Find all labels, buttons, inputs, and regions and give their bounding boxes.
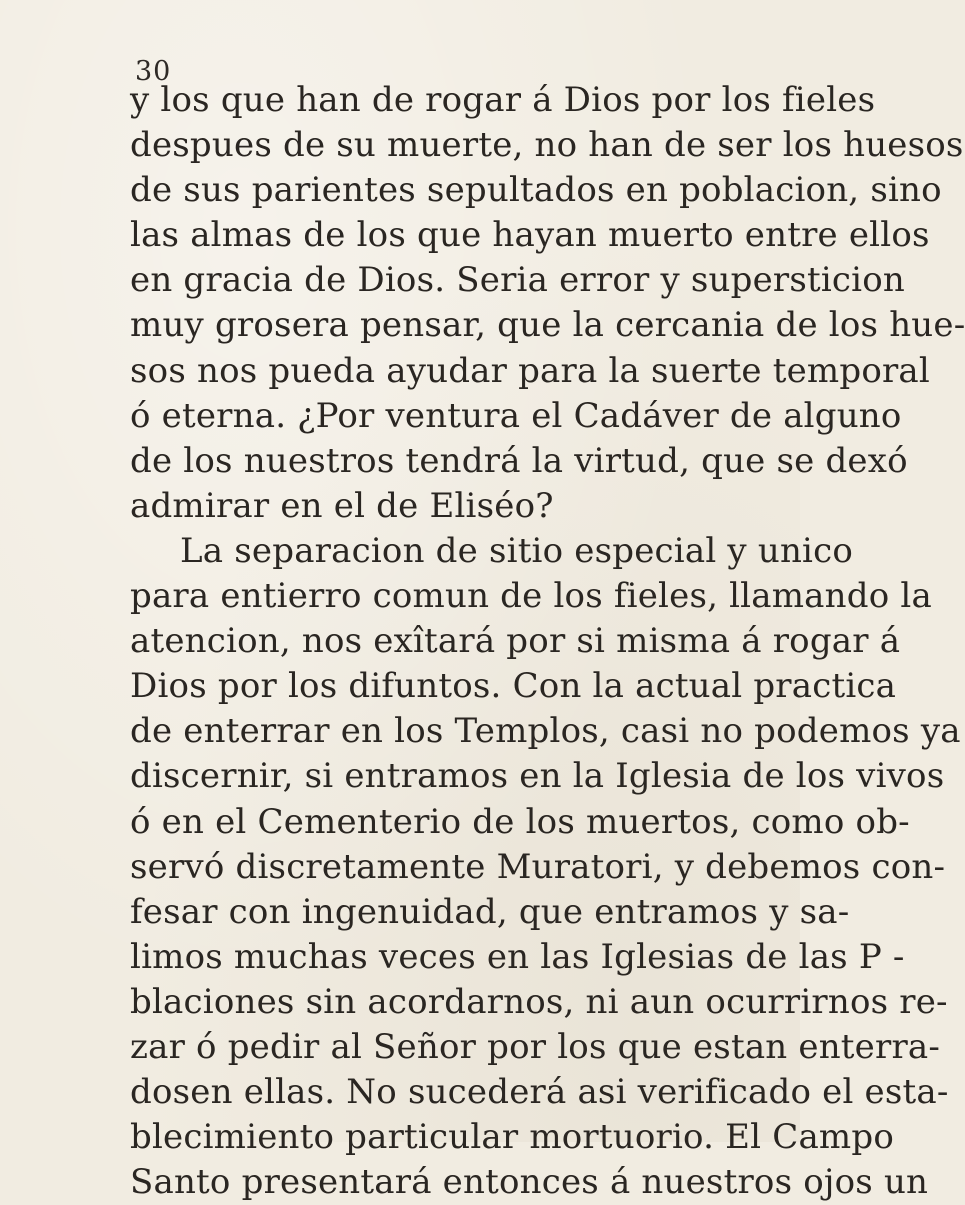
text-line: sos nos pueda ayudar para la suerte temporal bbox=[130, 350, 930, 391]
text-line: Dios por los difuntos. Con la actual practica bbox=[130, 666, 897, 707]
text-line: admirar en el de Eliséo? bbox=[130, 485, 554, 526]
text-line: dosen ellas. No sucederá asi verificado el esta- bbox=[130, 1072, 949, 1113]
text-line: de sus parientes sepultados en poblacion, sino bbox=[130, 170, 942, 211]
text-line: servó discretamente Muratori, y debemos con- bbox=[130, 846, 946, 887]
text-line: de los nuestros tendrá la virtud, que se dexó bbox=[130, 440, 908, 481]
text-line: atencion, nos exîtará por si misma á rogar á bbox=[130, 621, 901, 662]
text-line: ó eterna. ¿Por ventura el Cadáver de alguno bbox=[130, 395, 902, 436]
body-text bbox=[130, 78, 965, 1205]
text-line: en gracia de Dios. Seria error y supersticion bbox=[130, 260, 906, 301]
text-line: discernir, si entramos en la Iglesia de los vivos bbox=[130, 756, 945, 797]
text-line: Santo presentará entonces á nuestros ojos un bbox=[130, 1162, 929, 1203]
page-number: 30 bbox=[135, 56, 172, 87]
text-line: para entierro comun de los fieles, llamando la bbox=[130, 576, 932, 617]
text-line: limos muchas veces en las Iglesias de las P - bbox=[130, 936, 905, 977]
text-line: las almas de los que hayan muerto entre ellos bbox=[130, 215, 930, 256]
paragraph-start-line: La separacion de sitio especial y unico bbox=[180, 530, 854, 571]
text-line: blecimiento particular mortuorio. El Campo bbox=[130, 1117, 894, 1158]
text-line: de enterrar en los Templos, casi no podemos ya bbox=[130, 711, 961, 752]
text-line: blaciones sin acordarnos, ni aun ocurrirnos re- bbox=[130, 981, 948, 1022]
text-line: despues de su muerte, no han de ser los huesos bbox=[130, 125, 964, 166]
text-line: ó en el Cementerio de los muertos, como ob- bbox=[130, 801, 910, 842]
text-line: fesar con ingenuidad, que entramos y sa- bbox=[130, 891, 850, 932]
text-line: y los que han de rogar á Dios por los fieles bbox=[130, 80, 876, 120]
text-line: zar ó pedir al Señor por los que estan enterra- bbox=[130, 1026, 941, 1067]
text-line: muy grosera pensar, que la cercania de los hue- bbox=[130, 305, 965, 346]
